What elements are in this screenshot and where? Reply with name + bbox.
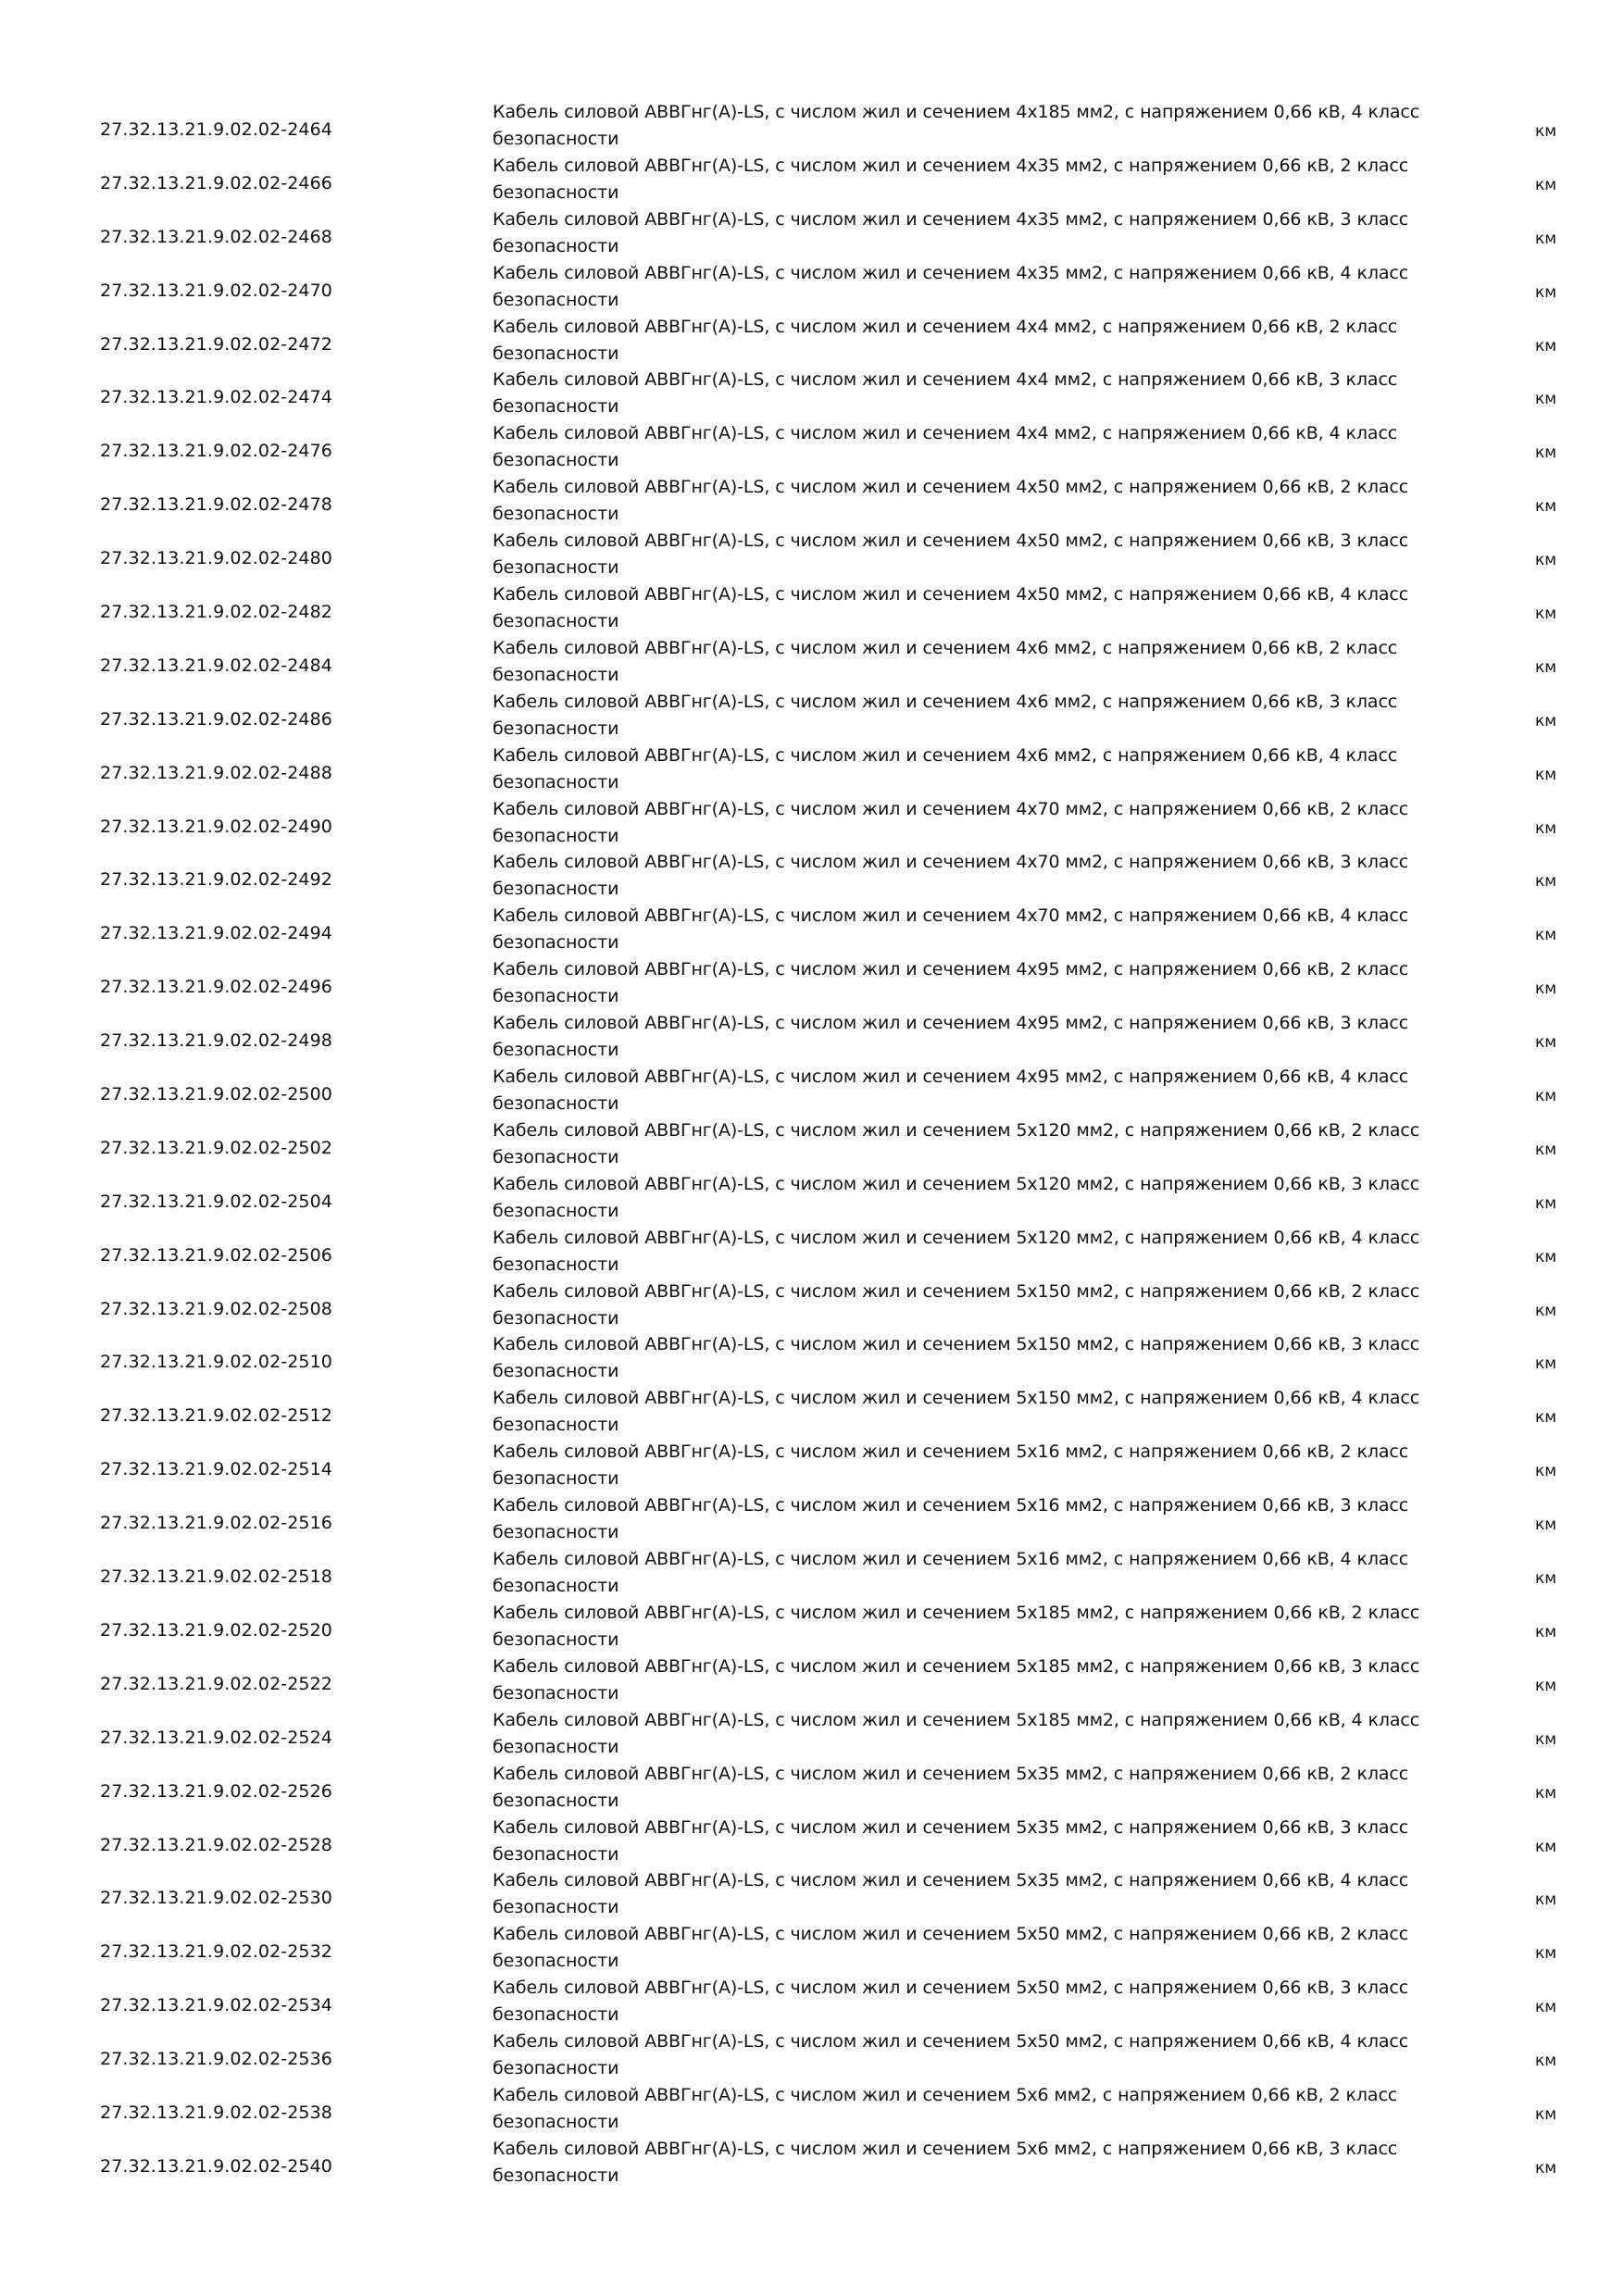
resource-code: 27.32.13.21.9.02.02-2536: [100, 2049, 332, 2070]
unit-of-measure: км: [1535, 1890, 1557, 1910]
resource-description: [493, 742, 1455, 796]
resource-code: 27.32.13.21.9.02.02-2540: [100, 2155, 332, 2177]
description-line: Кабель силовой АВВГнг(А)-LS, с числом жил и сечением 5х6 мм2, с напряжением 0,66 кВ, 2 класс: [493, 2084, 1398, 2105]
resource-description: [493, 1546, 1455, 1600]
unit-of-measure: км: [1535, 1944, 1557, 1964]
description-line: безопасности: [493, 2111, 619, 2132]
description-line: безопасности: [493, 932, 619, 954]
description-line: Кабель силовой АВВГнг(А)-LS, с числом жил и сечением 4х6 мм2, с напряжением 0,66 кВ, 2 класс: [493, 637, 1398, 658]
unit-of-measure: км: [1535, 605, 1557, 624]
description-line: Кабель силовой АВВГнг(А)-LS, с числом жил и сечением 4х70 мм2, с напряжением 0,66 кВ, 2 класс: [493, 798, 1409, 819]
resource-code: 27.32.13.21.9.02.02-2488: [100, 762, 332, 783]
unit-of-measure: км: [1535, 1408, 1557, 1428]
unit-of-measure: км: [1535, 1247, 1557, 1267]
resource-code: 27.32.13.21.9.02.02-2486: [100, 708, 332, 730]
resource-description: [493, 1815, 1455, 1868]
description-line: Кабель силовой АВВГнг(А)-LS, с числом жил и сечением 5х185 мм2, с напряжением 0,66 кВ, 4 класс: [493, 1709, 1420, 1730]
description-line: Кабель силовой АВВГнг(А)-LS, с числом жил и сечением 5х185 мм2, с напряжением 0,66 кВ, 2 класс: [493, 1602, 1420, 1623]
description-line: безопасности: [493, 1522, 619, 1543]
resource-code: 27.32.13.21.9.02.02-2482: [100, 602, 332, 623]
resource-code: 27.32.13.21.9.02.02-2512: [100, 1405, 332, 1427]
description-line: безопасности: [493, 1415, 619, 1436]
resource-description: [493, 956, 1455, 1010]
resource-code: 27.32.13.21.9.02.02-2466: [100, 172, 332, 193]
unit-of-measure: км: [1535, 390, 1557, 409]
description-line: Кабель силовой АВВГнг(А)-LS, с числом жил и сечением 4х50 мм2, с напряжением 0,66 кВ, 4 класс: [493, 584, 1409, 605]
description-line: Кабель силовой АВВГнг(А)-LS, с числом жил и сечением 4х6 мм2, с напряжением 0,66 кВ, 3 класс: [493, 691, 1398, 712]
resource-code: 27.32.13.21.9.02.02-2506: [100, 1244, 332, 1266]
resource-code: 27.32.13.21.9.02.02-2502: [100, 1137, 332, 1158]
resource-code: 27.32.13.21.9.02.02-2528: [100, 1834, 332, 1855]
description-line: безопасности: [493, 986, 619, 1007]
unit-of-measure: км: [1535, 122, 1557, 141]
description-line: безопасности: [493, 1576, 619, 1597]
description-line: безопасности: [493, 664, 619, 685]
resource-description: [493, 849, 1455, 903]
resource-description: [493, 1385, 1455, 1439]
description-line: безопасности: [493, 129, 619, 149]
resource-code: 27.32.13.21.9.02.02-2468: [100, 226, 332, 247]
resource-description: [493, 99, 1455, 153]
resource-description: [493, 635, 1455, 689]
resource-code: 27.32.13.21.9.02.02-2472: [100, 333, 332, 355]
description-line: безопасности: [493, 1040, 619, 1061]
description-line: безопасности: [493, 235, 619, 256]
resource-description: [493, 1600, 1455, 1653]
table-row: [0, 2138, 1624, 2198]
unit-of-measure: км: [1535, 229, 1557, 248]
description-line: безопасности: [493, 1843, 619, 1865]
unit-of-measure: км: [1535, 443, 1557, 463]
unit-of-measure: км: [1535, 1837, 1557, 1856]
resource-description: [493, 206, 1455, 260]
description-line: безопасности: [493, 1682, 619, 1703]
unit-of-measure: км: [1535, 818, 1557, 838]
resource-description: [493, 1171, 1455, 1225]
description-line: Кабель силовой АВВГнг(А)-LS, с числом жил и сечением 4х6 мм2, с напряжением 0,66 кВ, 4 класс: [493, 744, 1398, 766]
unit-of-measure: км: [1535, 497, 1557, 517]
resource-code: 27.32.13.21.9.02.02-2530: [100, 1888, 332, 1909]
resource-description: [493, 1225, 1455, 1279]
resource-code: 27.32.13.21.9.02.02-2492: [100, 869, 332, 891]
unit-of-measure: км: [1535, 336, 1557, 356]
description-line: безопасности: [493, 1736, 619, 1757]
resource-description: [493, 903, 1455, 956]
resource-code: 27.32.13.21.9.02.02-2508: [100, 1298, 332, 1319]
description-line: Кабель силовой АВВГнг(А)-LS, с числом жил и сечением 5х16 мм2, с напряжением 0,66 кВ, 4 класс: [493, 1549, 1409, 1570]
description-line: Кабель силовой АВВГнг(А)-LS, с числом жил и сечением 4х4 мм2, с напряжением 0,66 кВ, 2 класс: [493, 316, 1398, 337]
resource-code: 27.32.13.21.9.02.02-2534: [100, 1995, 332, 2016]
resource-code: 27.32.13.21.9.02.02-2470: [100, 280, 332, 301]
description-line: Кабель силовой АВВГнг(А)-LS, с числом жил и сечением 4х35 мм2, с напряжением 0,66 кВ, 3 класс: [493, 208, 1409, 230]
resource-description: [493, 1707, 1455, 1761]
unit-of-measure: км: [1535, 765, 1557, 784]
description-line: безопасности: [493, 289, 619, 310]
resource-description: [493, 474, 1455, 528]
resource-code: 27.32.13.21.9.02.02-2510: [100, 1352, 332, 1373]
unit-of-measure: км: [1535, 1140, 1557, 1159]
description-line: Кабель силовой АВВГнг(А)-LS, с числом жил и сечением 5х185 мм2, с напряжением 0,66 кВ, 3 класс: [493, 1655, 1420, 1677]
unit-of-measure: км: [1535, 2052, 1557, 2071]
description-line: Кабель силовой АВВГнг(А)-LS, с числом жил и сечением 5х120 мм2, с напряжением 0,66 кВ, 2 класс: [493, 1119, 1420, 1141]
resource-code: 27.32.13.21.9.02.02-2476: [100, 441, 332, 462]
resource-description: [493, 1117, 1455, 1171]
resource-description: [493, 2028, 1455, 2082]
description-line: Кабель силовой АВВГнг(А)-LS, с числом жил и сечением 5х150 мм2, с напряжением 0,66 кВ, 3 класс: [493, 1334, 1420, 1355]
description-line: Кабель силовой АВВГнг(А)-LS, с числом жил и сечением 4х95 мм2, с напряжением 0,66 кВ, 2 класс: [493, 959, 1409, 980]
description-line: безопасности: [493, 825, 619, 846]
resource-description: [493, 2136, 1455, 2190]
description-line: безопасности: [493, 1468, 619, 1490]
unit-of-measure: км: [1535, 175, 1557, 194]
description-line: безопасности: [493, 2004, 619, 2026]
description-line: Кабель силовой АВВГнг(А)-LS, с числом жил и сечением 5х50 мм2, с напряжением 0,66 кВ, 2 класс: [493, 1924, 1409, 1945]
description-line: Кабель силовой АВВГнг(А)-LS, с числом жил и сечением 5х50 мм2, с напряжением 0,66 кВ, 3 класс: [493, 1978, 1409, 1999]
resource-description: [493, 1921, 1455, 1975]
description-line: Кабель силовой АВВГнг(А)-LS, с числом жил и сечением 5х35 мм2, с напряжением 0,66 кВ, 3 класс: [493, 1816, 1409, 1838]
description-line: Кабель силовой АВВГнг(А)-LS, с числом жил и сечением 5х16 мм2, с напряжением 0,66 кВ, 3 класс: [493, 1495, 1409, 1516]
resource-description: [493, 1492, 1455, 1546]
resource-code: 27.32.13.21.9.02.02-2504: [100, 1191, 332, 1212]
description-line: безопасности: [493, 343, 619, 364]
description-line: безопасности: [493, 1254, 619, 1275]
description-line: безопасности: [493, 1093, 619, 1115]
resource-description: [493, 1439, 1455, 1492]
resource-code: 27.32.13.21.9.02.02-2520: [100, 1619, 332, 1641]
unit-of-measure: км: [1535, 926, 1557, 945]
description-line: Кабель силовой АВВГнг(А)-LS, с числом жил и сечением 4х35 мм2, с напряжением 0,66 кВ, 4 класс: [493, 262, 1409, 283]
unit-of-measure: км: [1535, 1301, 1557, 1320]
resource-code: 27.32.13.21.9.02.02-2514: [100, 1459, 332, 1480]
resource-description: [493, 1761, 1455, 1815]
resource-description: [493, 1279, 1455, 1332]
unit-of-measure: км: [1535, 711, 1557, 730]
resource-code: 27.32.13.21.9.02.02-2538: [100, 2102, 332, 2123]
resource-description: [493, 581, 1455, 635]
description-line: Кабель силовой АВВГнг(А)-LS, с числом жил и сечением 4х4 мм2, с напряжением 0,66 кВ, 4 класс: [493, 423, 1398, 444]
resource-code: 27.32.13.21.9.02.02-2526: [100, 1780, 332, 1802]
unit-of-measure: км: [1535, 1462, 1557, 1481]
unit-of-measure: км: [1535, 282, 1557, 302]
unit-of-measure: км: [1535, 2104, 1557, 2124]
description-line: безопасности: [493, 1951, 619, 1972]
unit-of-measure: км: [1535, 1516, 1557, 1535]
description-line: безопасности: [493, 718, 619, 739]
resource-description: [493, 260, 1455, 314]
description-line: безопасности: [493, 879, 619, 900]
description-line: Кабель силовой АВВГнг(А)-LS, с числом жил и сечением 4х50 мм2, с напряжением 0,66 кВ, 2 класс: [493, 477, 1409, 498]
resource-description: [493, 1331, 1455, 1385]
resource-code: 27.32.13.21.9.02.02-2518: [100, 1566, 332, 1588]
description-line: безопасности: [493, 396, 619, 418]
unit-of-measure: км: [1535, 1676, 1557, 1695]
unit-of-measure: км: [1535, 1783, 1557, 1803]
resource-code: 27.32.13.21.9.02.02-2532: [100, 1941, 332, 1963]
description-line: безопасности: [493, 1897, 619, 1918]
unit-of-measure: км: [1535, 657, 1557, 677]
resource-description: [493, 314, 1455, 368]
description-line: Кабель силовой АВВГнг(А)-LS, с числом жил и сечением 5х35 мм2, с напряжением 0,66 кВ, 2 класс: [493, 1763, 1409, 1784]
description-line: Кабель силовой АВВГнг(А)-LS, с числом жил и сечением 4х4 мм2, с напряжением 0,66 кВ, 3 класс: [493, 369, 1398, 391]
resource-description: [493, 1010, 1455, 1064]
resource-code: 27.32.13.21.9.02.02-2498: [100, 1030, 332, 1052]
description-line: безопасности: [493, 1200, 619, 1221]
resource-description: [493, 1064, 1455, 1117]
description-line: безопасности: [493, 450, 619, 471]
resource-description: [493, 153, 1455, 206]
description-line: безопасности: [493, 611, 619, 632]
description-line: Кабель силовой АВВГнг(А)-LS, с числом жил и сечением 4х95 мм2, с напряжением 0,66 кВ, 3 класс: [493, 1013, 1409, 1034]
description-line: Кабель силовой АВВГнг(А)-LS, с числом жил и сечением 4х95 мм2, с напряжением 0,66 кВ, 4 класс: [493, 1067, 1409, 1088]
resource-code: 27.32.13.21.9.02.02-2484: [100, 655, 332, 676]
description-line: Кабель силовой АВВГнг(А)-LS, с числом жил и сечением 4х70 мм2, с напряжением 0,66 кВ, 3 класс: [493, 852, 1409, 873]
resource-code: 27.32.13.21.9.02.02-2496: [100, 977, 332, 998]
unit-of-measure: км: [1535, 872, 1557, 892]
description-line: Кабель силовой АВВГнг(А)-LS, с числом жил и сечением 4х50 мм2, с напряжением 0,66 кВ, 3 класс: [493, 530, 1409, 552]
resource-code: 27.32.13.21.9.02.02-2480: [100, 548, 332, 569]
resource-description: [493, 1867, 1455, 1921]
unit-of-measure: км: [1535, 1622, 1557, 1641]
description-line: Кабель силовой АВВГнг(А)-LS, с числом жил и сечением 5х6 мм2, с напряжением 0,66 кВ, 3 класс: [493, 2138, 1398, 2159]
unit-of-measure: км: [1535, 980, 1557, 999]
resource-code: 27.32.13.21.9.02.02-2522: [100, 1673, 332, 1694]
resource-code: 27.32.13.21.9.02.02-2494: [100, 923, 332, 944]
description-line: Кабель силовой АВВГнг(А)-LS, с числом жил и сечением 4х35 мм2, с напряжением 0,66 кВ, 2 класс: [493, 155, 1409, 176]
description-line: безопасности: [493, 2165, 619, 2186]
unit-of-measure: км: [1535, 1193, 1557, 1213]
resource-code: 27.32.13.21.9.02.02-2474: [100, 387, 332, 408]
resource-description: [493, 420, 1455, 474]
description-line: Кабель силовой АВВГнг(А)-LS, с числом жил и сечением 5х50 мм2, с напряжением 0,66 кВ, 4 класс: [493, 2031, 1409, 2053]
description-line: Кабель силовой АВВГнг(А)-LS, с числом жил и сечением 5х120 мм2, с напряжением 0,66 кВ, 4 класс: [493, 1227, 1420, 1248]
description-line: безопасности: [493, 1628, 619, 1650]
resource-code: 27.32.13.21.9.02.02-2478: [100, 494, 332, 516]
description-line: безопасности: [493, 557, 619, 579]
resource-code: 27.32.13.21.9.02.02-2524: [100, 1727, 332, 1748]
description-line: Кабель силовой АВВГнг(А)-LS, с числом жил и сечением 4х70 мм2, с напряжением 0,66 кВ, 4 класс: [493, 905, 1409, 927]
resource-code: 27.32.13.21.9.02.02-2516: [100, 1513, 332, 1534]
resource-description: [493, 796, 1455, 850]
description-line: безопасности: [493, 771, 619, 792]
unit-of-measure: км: [1535, 1569, 1557, 1589]
resource-description: [493, 1653, 1455, 1707]
description-line: Кабель силовой АВВГнг(А)-LS, с числом жил и сечением 5х35 мм2, с напряжением 0,66 кВ, 4 класс: [493, 1870, 1409, 1891]
resource-code: 27.32.13.21.9.02.02-2500: [100, 1084, 332, 1105]
description-line: безопасности: [493, 181, 619, 203]
description-line: безопасности: [493, 1790, 619, 1811]
unit-of-measure: км: [1535, 551, 1557, 570]
resource-code: 27.32.13.21.9.02.02-2464: [100, 119, 332, 140]
description-line: Кабель силовой АВВГнг(А)-LS, с числом жил и сечением 5х150 мм2, с напряжением 0,66 кВ, 4 класс: [493, 1388, 1420, 1409]
description-line: безопасности: [493, 1361, 619, 1382]
resource-description: [493, 689, 1455, 742]
unit-of-measure: км: [1535, 1354, 1557, 1374]
description-line: Кабель силовой АВВГнг(А)-LS, с числом жил и сечением 5х150 мм2, с напряжением 0,66 кВ, 2 класс: [493, 1280, 1420, 1302]
unit-of-measure: км: [1535, 1033, 1557, 1053]
description-line: Кабель силовой АВВГнг(А)-LS, с числом жил и сечением 5х120 мм2, с напряжением 0,66 кВ, 3 класс: [493, 1173, 1420, 1194]
classifier-table: [0, 102, 1624, 2198]
resource-description: [493, 2082, 1455, 2136]
description-line: безопасности: [493, 504, 619, 525]
resource-description: [493, 367, 1455, 420]
resource-description: [493, 528, 1455, 581]
unit-of-measure: км: [1535, 2158, 1557, 2177]
resource-description: [493, 1975, 1455, 2028]
unit-of-measure: км: [1535, 1087, 1557, 1106]
resource-code: 27.32.13.21.9.02.02-2490: [100, 816, 332, 837]
unit-of-measure: км: [1535, 1729, 1557, 1749]
description-line: Кабель силовой АВВГнг(А)-LS, с числом жил и сечением 5х16 мм2, с напряжением 0,66 кВ, 2 класс: [493, 1441, 1409, 1463]
unit-of-measure: км: [1535, 1998, 1557, 2017]
description-line: безопасности: [493, 1307, 619, 1329]
description-line: безопасности: [493, 2058, 619, 2079]
description-line: Кабель силовой АВВГнг(А)-LS, с числом жил и сечением 4х185 мм2, с напряжением 0,66 кВ, 4 класс: [493, 102, 1420, 122]
description-line: безопасности: [493, 1146, 619, 1167]
